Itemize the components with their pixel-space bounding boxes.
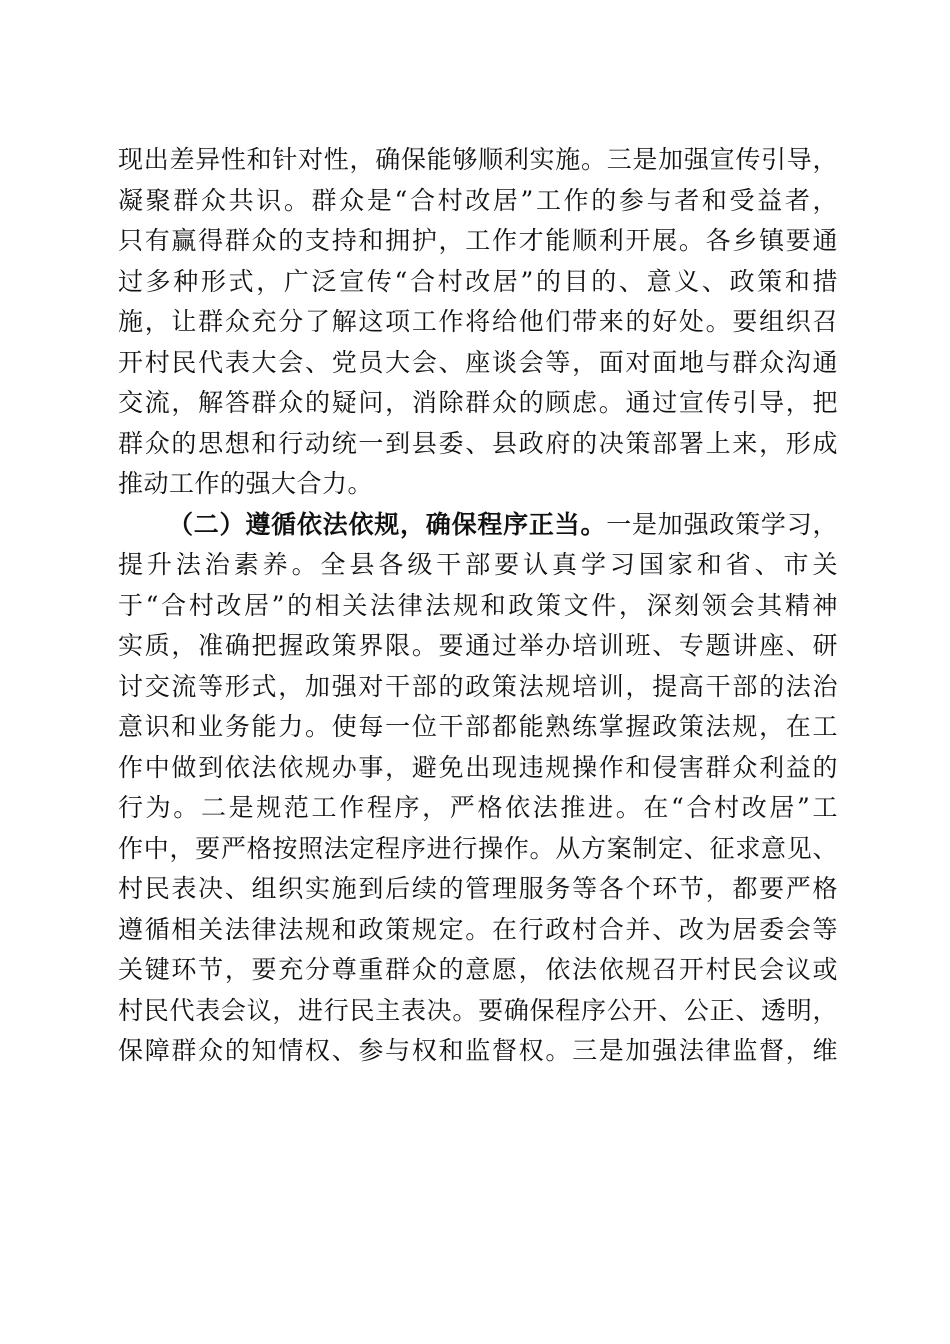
text-line: 过多种形式，广泛宣传“合村改居”的目的、意义、政策和措 — [118, 266, 838, 296]
text-line: 于“合村改居”的相关法律法规和政策文件，深刻领会其精神 — [118, 590, 838, 620]
text-line: 施，让群众充分了解这项工作将给他们带来的好处。要组织召 — [118, 307, 838, 336]
text-line: 村民代表会议，进行民主表决。要确保程序公开、公正、透明， — [118, 995, 838, 1025]
text-line: 凝聚群众共识。群众是“合村改居”工作的参与者和受益者， — [118, 185, 838, 215]
text-line: 讨交流等形式，加强对干部的政策法规培训，提高干部的法治 — [118, 671, 838, 701]
text-line: 实质，准确把握政策界限。要通过举办培训班、专题讲座、研 — [118, 631, 838, 660]
text-line: 交流，解答群众的疑问，消除群众的顾虑。通过宣传引导，把 — [118, 388, 838, 417]
text-line: 推动工作的强大合力。 — [118, 469, 374, 498]
section-heading: （二）遵循依法依规，确保程序正当。 — [168, 509, 607, 539]
text-line: 现出差异性和针对性，确保能够顺利实施。三是加强宣传引导， — [118, 145, 838, 174]
section-heading-rest: 一是加强政策学习， — [606, 509, 838, 539]
text-line: 作中做到依法依规办事，避免出现违规操作和侵害群众利益的 — [118, 752, 838, 782]
document-body — [118, 140, 838, 1072]
text-line: 行为。二是规范工作程序，严格依法推进。在“合村改居”工 — [118, 793, 838, 822]
text-line: 群众的思想和行动统一到县委、县政府的决策部署上来，形成 — [118, 428, 838, 458]
text-line: 意识和业务能力。使每一位干部都能熟练掌握政策法规，在工 — [118, 712, 838, 741]
text-line: 关键环节，要充分尊重群众的意愿，依法依规召开村民会议或 — [118, 955, 838, 984]
text-line: 开村民代表大会、党员大会、座谈会等，面对面地与群众沟通 — [118, 347, 838, 377]
text-line: 遵循相关法律法规和政策规定。在行政村合并、改为居委会等 — [118, 914, 838, 944]
text-line: 村民表决、组织实施到后续的管理服务等各个环节，都要严格 — [118, 874, 838, 903]
section-heading-line — [118, 505, 838, 546]
text-line: 只有赢得群众的支持和拥护，工作才能顺利开展。各乡镇要通 — [118, 226, 838, 255]
text-line: 提升法治素养。全县各级干部要认真学习国家和省、市关 — [118, 550, 838, 579]
text-line: 保障群众的知情权、参与权和监督权。三是加强法律监督，维 — [118, 1036, 838, 1065]
text-line: 作中，要严格按照法定程序进行操作。从方案制定、征求意见、 — [118, 833, 838, 863]
